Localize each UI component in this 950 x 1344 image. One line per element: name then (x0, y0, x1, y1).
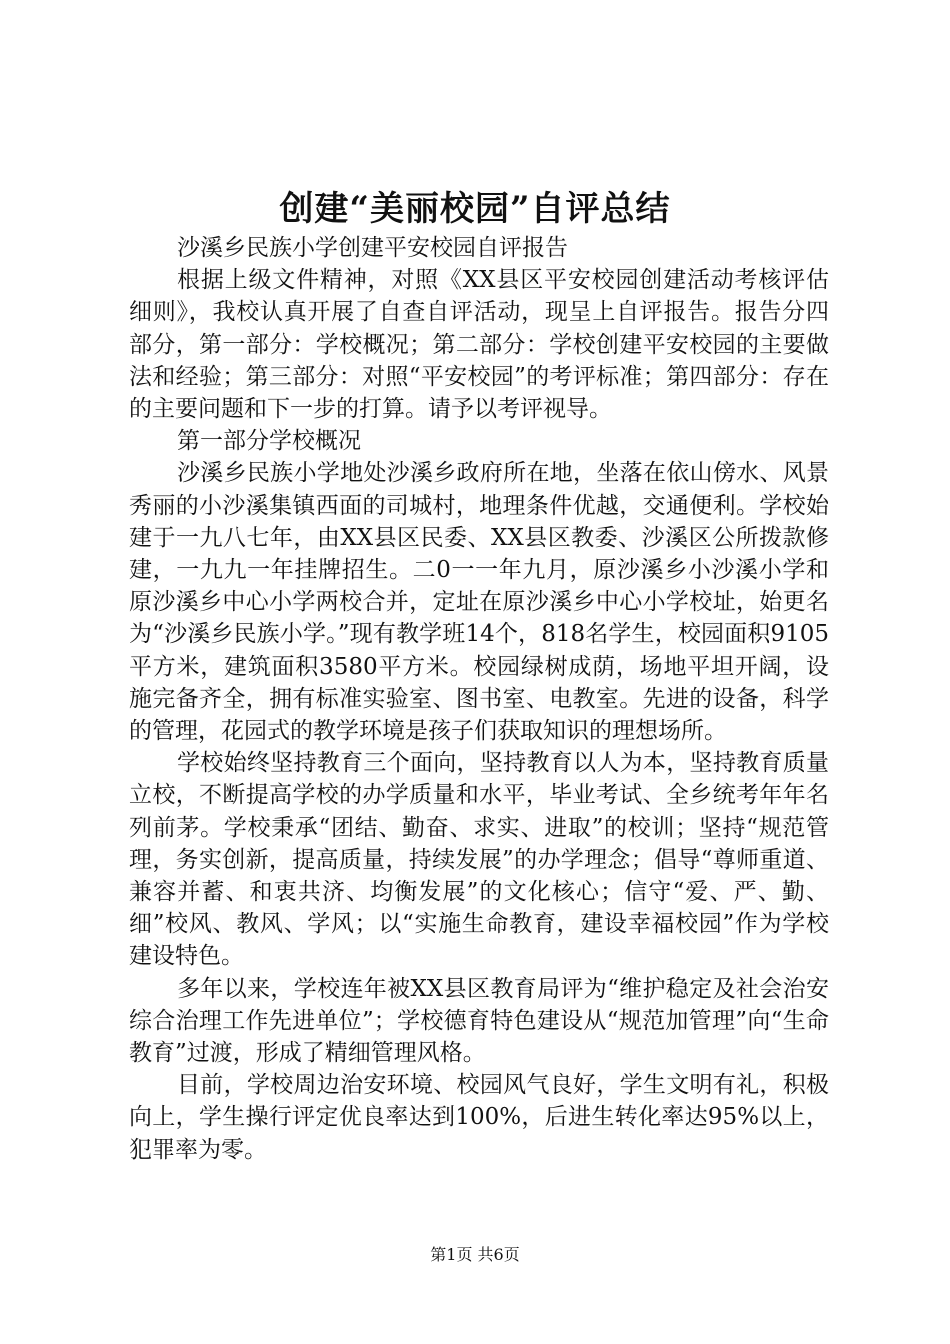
document-body (129, 232, 829, 1166)
page-number-footer: 第1页 共6页 (430, 1245, 520, 1264)
paragraph-current: 目前，学校周边治安环境、校园风气良好，学生文明有礼，积极向上，学生操行评定优良率达到100%，后进生转化率达95%以上，犯罪率为零。 (129, 1072, 829, 1163)
report-subtitle: 沙溪乡民族小学创建平安校园自评报告 (177, 235, 568, 261)
paragraph-honors: 多年以来，学校连年被XX县区教育局评为“维护稳定及社会治安综合治理工作先进单位”；学校德育特色建设从“规范加管理”向“生命教育”过渡，形成了精细管理风格。 (129, 975, 829, 1067)
paragraph-overview: 沙溪乡民族小学地处沙溪乡政府所在地，坐落在依山傍水、风景秀丽的小沙溪集镇西面的司城村，地理条件优越，交通便利。学校始建于一九八七年，由XX县区民委、XX县区教委、沙溪区公所拨款修建，一九九一年挂牌招生。二0一一年九月，原沙溪乡小沙溪小学和原沙溪乡中心小学两校合并，定址在原沙溪乡中心小学校址，始更名为“沙溪乡民族小学。”现有教学班14个，818名学生，校园面积9105平方米，建筑面积3580平方米。校园绿树成荫，场地平坦开阔，设施完备齐全，拥有标准实验室、图书室、电教室。先进的设备，科学的管理，花园式的教学环境是孩子们获取知识的理想场所。 (129, 460, 829, 745)
paragraph-philosophy: 学校始终坚持教育三个面向，坚持教育以人为本，坚持教育质量立校，不断提高学校的办学质量和水平，毕业考试、全乡统考年年名列前茅。学校秉承“团结、勤奋、求实、进取”的校训；坚持“规范管理，务实创新，提高质量，持续发展”的办学理念；倡导“尊师重道、兼容并蓄、和衷共济、均衡发展”的文化核心；信守“爱、严、勤、细”校风、教风、学风；以“实施生命教育，建设幸福校园”作为学校建设特色。 (129, 750, 829, 970)
section-heading: 第一部分学校概况 (177, 428, 361, 455)
document-title: 创建“美丽校园”自评总结 (279, 189, 671, 229)
paragraph-intro: 根据上级文件精神，对照《XX县区平安校园创建活动考核评估细则》，我校认真开展了自查自评活动，现呈上自评报告。报告分四部分，第一部分：学校概况；第二部分：学校创建平安校园的主要做法和经验；第三部分：对照“平安校园”的考评标准；第四部分：存在的主要问题和下一步的打算。请予以考评视导。 (129, 267, 829, 423)
